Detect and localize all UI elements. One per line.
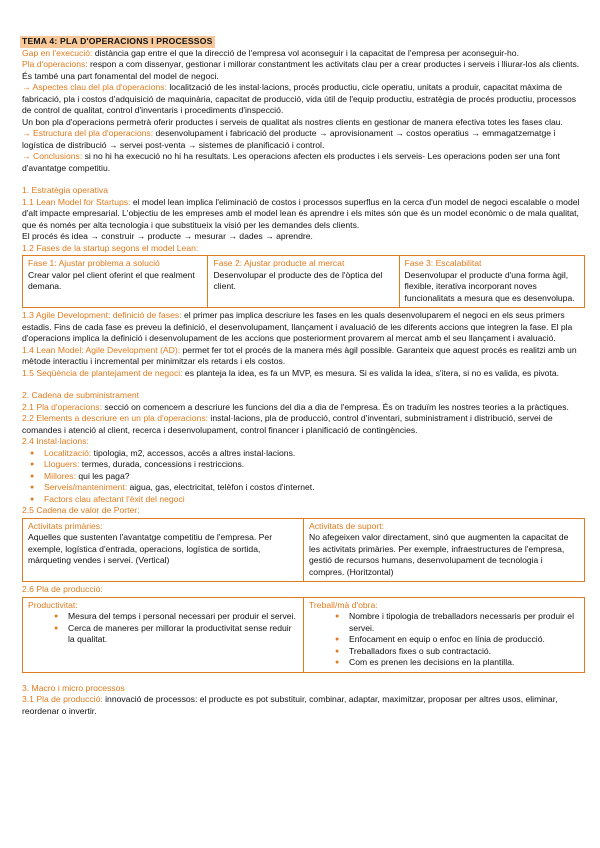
lean-phases-table xyxy=(22,255,585,308)
section-heading: 1. Estratègia operativa xyxy=(22,185,108,195)
porter-title: Activitats de suport: xyxy=(309,520,384,531)
intro-paragraph: Gap en l'execució: distància gap entre el que la direcció de l'empresa vol aconseguir i la capacitat de l'empresa per aconseguir-ho. xyxy=(22,47,519,58)
subsection-heading: 1.2 Fases de la startup segons el model Lean: xyxy=(22,242,199,253)
subsection-heading: 2.4 Instal·lacions: xyxy=(22,436,89,446)
section-paragraph: 2.2 Elements a descriure en un pla d'operacions: instal·lacions, pla de producció, control d'inventari, subministrament i distribució, servei de comandes i atenció al client, recerca i desenvolupament, control financer i planificació de contingències. xyxy=(22,413,553,435)
section-paragraph: 2.1 Pla d'operacions: secció on comencem a descriure les funcions del dia a dia de l'empresa. És on traduïm les nostres teories a la pràctiques. xyxy=(22,401,569,412)
phase-text: Desenvolupar el producte des de l'òptica del client. xyxy=(213,269,383,291)
section-heading: 2. Cadena de subministrament xyxy=(22,390,140,400)
list-item: ● Serveis/manteniment: aigua, gas, electricitat, telèfon i costos d'internet. xyxy=(44,482,585,494)
intro-paragraph: Pla d'operacions: respon a com dissenyar, gestionar i millorar constantment les activitats clau per a crear productes i serveis i lliurar-los als clients. És també una part fonamental del model de negoci. xyxy=(22,59,580,81)
document-title: TEMA 4: PLA D'OPERACIONS I PROCESSOS xyxy=(22,36,213,46)
phase-text: Crear valor pel client oferint el que realment demana. xyxy=(28,269,195,291)
porter-text: No afegeixen valor directament, sinó que augmenten la capacitat de les activitats primàries. Per exemple, infraestructures de l'empresa, gestió de recursos humans, desenvolupament de tecnologia i compres. (Horitzontal) xyxy=(309,532,569,577)
phase-cell xyxy=(399,256,584,308)
subsection-heading: 2.6 Pla de producció: xyxy=(22,584,103,594)
list-item: ● Cerca de maneres per millorar la productivitat sense reduir la qualitat. xyxy=(68,623,298,646)
production-title: Treball/mà d'obra: xyxy=(309,599,378,610)
section-paragraph: 1.4 Lean Model: Agile Development (AD): permet fer tot el procés de la manera més àgil possible. Garanteix que aquest procés es realitzi amb un mètode interactiu i incremental per minimitzar els retards i els costos. xyxy=(22,344,577,366)
phase-cell xyxy=(208,256,399,308)
porter-cell xyxy=(23,518,304,582)
phase-text: Desenvolupar el producte d'una forma àgil, flexible, iterativa incorporant noves funcionalitats a mesura que es desenvolupa. xyxy=(404,269,575,303)
intro-paragraph: → Conclusions: si no hi ha execució no hi ha resultats. Les operacions afecten els productes i els serveis- Les operacions poden ser una font d'avantatge competitiu. xyxy=(22,151,560,173)
porter-cell xyxy=(304,518,585,582)
phase-title: Fase 3: Escalabilitat xyxy=(404,258,482,268)
list-item: ● Millores: qui les paga? xyxy=(44,471,585,483)
phase-title: Fase 2: Ajustar producte al mercat xyxy=(213,258,345,268)
intro-paragraph: → Aspectes clau del pla d'operacions: localització de les instal·lacions, procés productiu, cicle operatiu, unitats a produir, capacitat màxima de fabricació, pla i costos d'adquisició de maquinària, capacitat de producció, vida útil de l'equip productiu, estratègia de procés productiu, processos de control de qualitat, control d'inventaris i procediments d'inspecció. xyxy=(22,82,577,115)
section-paragraph: 3.1 Pla de producció: innovació de processos: el producte es pot substituir, combinar, adaptar, maximitzar, proposar per altres usos, eliminar, reordenar o invertir. xyxy=(22,694,558,716)
subsection-heading: 2.5 Cadena de valor de Porter: xyxy=(22,505,140,515)
section-paragraph: 1.3 Agile Development: definició de fases: el primer pas implica descriure les fases en les quals desenvoluparem el negoci en els seus primers estadis. Fins de cada fase es preveu la definició, el desenvolupament, llançament i avaluació de les diferents accions que integren la fase. El pla d'operacions implica la definició i desenvolupament de les accions que posteriorment provarem al mercat amb el seu llançament i avaluació. xyxy=(22,310,573,343)
porter-table xyxy=(22,518,585,583)
section-paragraph: 1.5 Seqüència de plantejament de negoci: es planteja la idea, es fa un MVP, es mesura. Si es valida la idea, s'itera, si no es valida, es pivota. xyxy=(22,367,560,378)
section-paragraph: El procés és idea → construir → producte → mesurar → dades → aprendre. xyxy=(22,231,313,241)
list-item: ● Factors clau afectant l'èxit del negoci xyxy=(44,494,585,506)
production-cell xyxy=(304,597,585,672)
phase-title: Fase 1: Ajustar problema a solució xyxy=(28,258,160,268)
list-item: ● Enfocament en equip o enfoc en línia de producció. xyxy=(349,634,579,646)
phase-cell xyxy=(23,256,208,308)
list-item: ● Nombre i tipologia de treballadors necessaris per produir el servei. xyxy=(349,611,579,634)
porter-text: Aquelles que sustenten l'avantatge competitiu de l'empresa. Per exemple, logística d'entrada, operacions, logística de sortida, màrqueting vendes i servei. (Vertical) xyxy=(28,532,273,565)
list-item: ● Treballadors fixes o sub contractació. xyxy=(349,646,579,658)
list-item: ● Com es prenen les decisions en la plantilla. xyxy=(349,657,579,669)
production-cell xyxy=(23,597,304,672)
list-item: ● Lloguers: termes, durada, concessions i restriccions. xyxy=(44,459,585,471)
porter-title: Activitats primàries: xyxy=(28,520,103,531)
production-title: Productivitat: xyxy=(28,599,78,610)
production-table xyxy=(22,597,585,673)
document-page xyxy=(22,36,585,717)
section-heading: 3. Macro i micro processos xyxy=(22,682,125,693)
intro-paragraph: → Estructura del pla d'operacions: desenvolupament i fabricació del producte → aprovisionament → costos operatius → emmagatzematge i logística de distribució → servei post-venta → sistemes de planificació i control. xyxy=(22,128,556,150)
installations-list xyxy=(22,448,585,506)
intro-paragraph: Un bon pla d'operacions permetrà oferir productes i serveis de qualitat als nostres clients en gestionar de manera efectiva totes les fases clau. xyxy=(22,116,563,127)
section-paragraph: 1.1 Lean Model for Startups: el model lean implica l'eliminació de costos i processos superflus en la cerca d'un model de negoci escalable o model d'alt impacte empresarial. L'objectiu de les empreses amb el model lean és aprendre i els mites són que és un model econòmic o de mala qualitat, que és només per alta tecnologia i que substitueix la visió per les demandes dels clients. xyxy=(22,196,580,230)
list-item: ● Mesura del temps i personal necessari per produir el servei. xyxy=(68,611,298,623)
list-item: ● Localització: tipologia, m2, accessos, accés a altres instal·lacions. xyxy=(44,448,585,460)
